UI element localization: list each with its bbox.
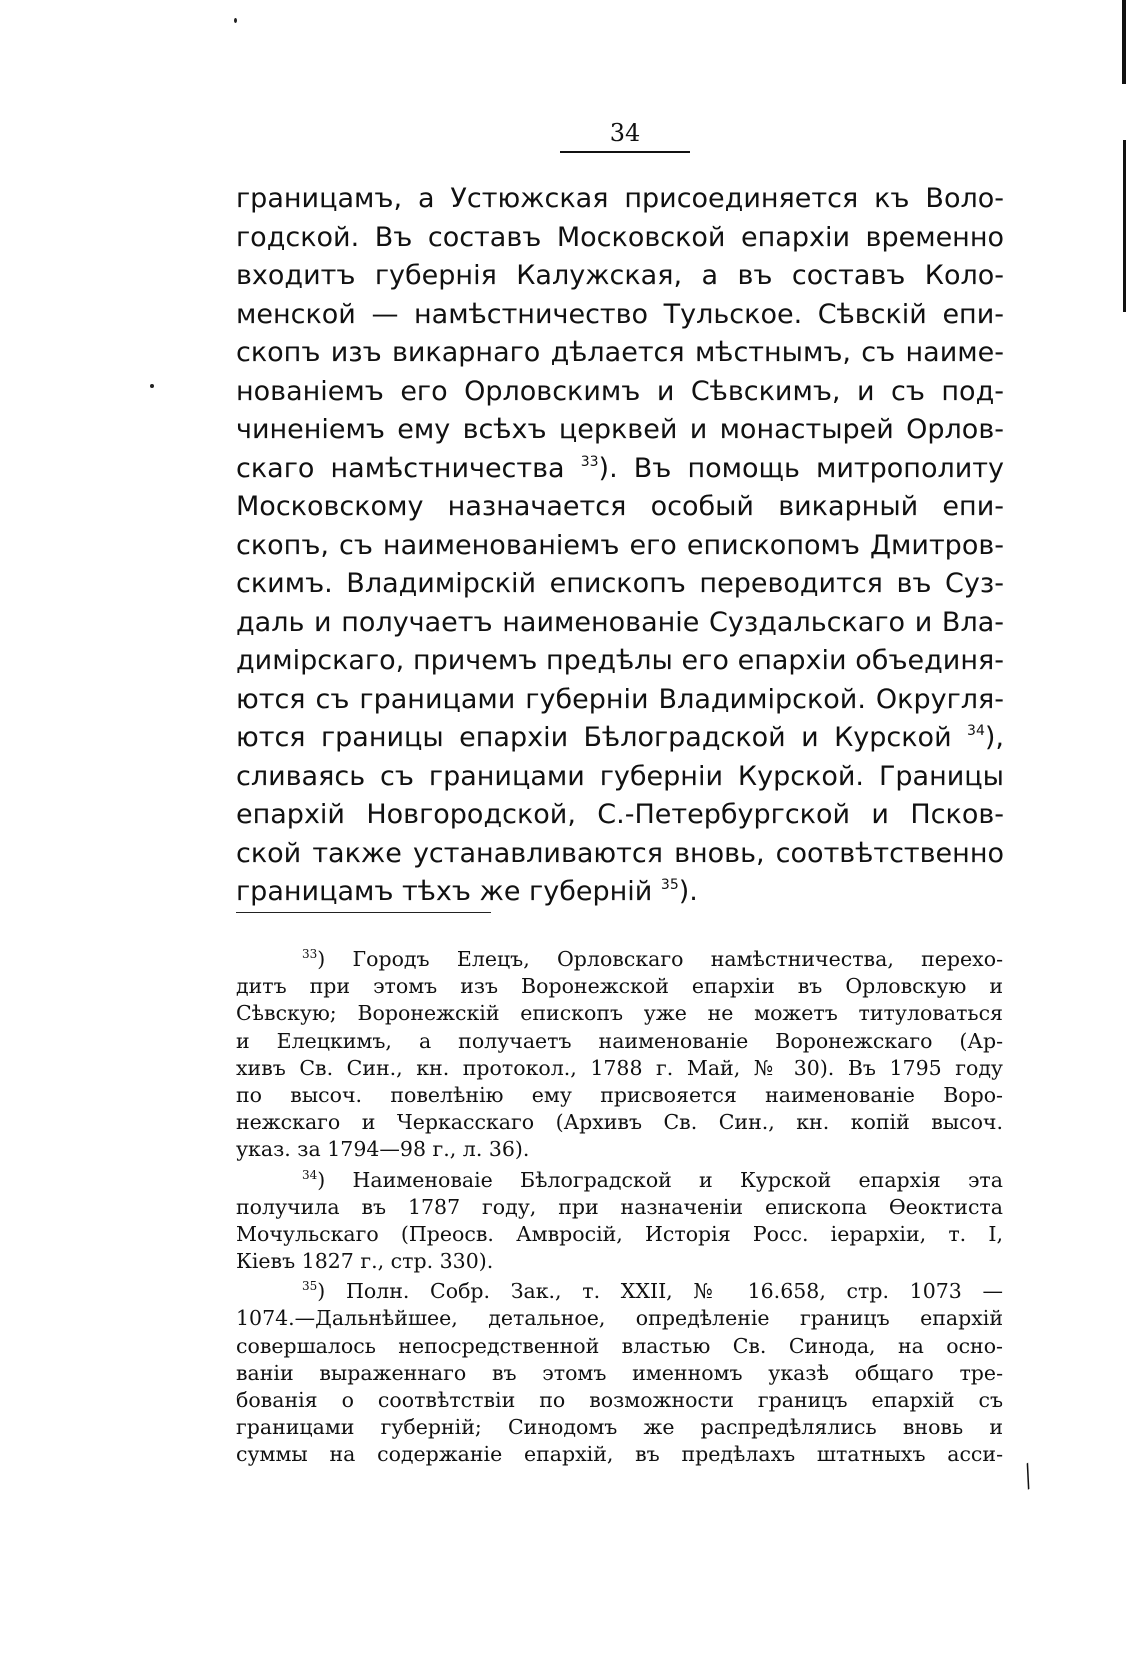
text-line: ются съ границами губерніи Владимірской. Округля- — [236, 683, 1004, 715]
footnote-line: получила въ 1787 году, при назначеніи епископа Өеоктиста — [236, 1194, 1003, 1219]
text-line: даль и получаетъ наименованіе Суздальскаго и Вла- — [236, 606, 1004, 638]
footnote-35 — [236, 1278, 1003, 1468]
footnote-line: по высоч. повелѣнію ему присвояется наименованіе Воро- — [236, 1082, 1003, 1107]
footnote-text: ) Городъ Елецъ, Орловскаго намѣстничества, перехо- — [317, 947, 1003, 971]
text-line: скопъ, съ наименованіемъ его епископомъ Дмитров- — [236, 529, 1004, 561]
text-fragment: ются границы епархіи Бѣлоградской и Курской — [236, 722, 952, 753]
footnote-line: бованія о соотвѣтствіи по возможности границъ епархій съ — [236, 1388, 1003, 1412]
text-line: епархій Новгородской, С.-Петербургской и Псков- — [236, 799, 1004, 830]
text-line: скопъ изъ викарнаго дѣлается мѣстнымъ, съ наиме- — [236, 337, 1004, 368]
text-fragment: ). Въ помощь митрополиту — [598, 452, 1004, 484]
footnote-line: ваніи выраженнаго въ этомъ именномъ указѣ общаго тре- — [236, 1360, 1003, 1385]
scan-speck — [150, 384, 154, 388]
text-line: нованіемъ его Орловскимъ и Сѣвскимъ, и съ под- — [236, 375, 1004, 407]
footnote-line — [236, 1167, 1003, 1194]
text-line: годской. Въ составъ Московской епархіи временно — [236, 221, 1004, 253]
text-line: менской — намѣстничество Тульское. Сѣвскій епи- — [236, 298, 1004, 330]
footnote-line: 1074.—Дальнѣйшее, детальное, опредѣленіе границъ епархій — [236, 1306, 1003, 1331]
text-line-with-ref — [236, 719, 1004, 758]
text-line: скимъ. Владимірскій епископъ переводится въ Суз- — [236, 568, 1004, 599]
text-line: чиненіемъ ему всѣхъ церквей и монастырей Орлов- — [236, 414, 1004, 445]
text-line: границамъ, а Устюжская присоединяется къ Воло- — [236, 183, 1004, 214]
footnote-text: ) Наименоваіе Бѣлоградской и Курской епархія эта — [317, 1167, 1003, 1192]
text-fragment: границамъ тѣхъ же губерній — [236, 876, 653, 907]
text-line-with-ref — [236, 450, 1004, 489]
footnote-line: границами губерній; Синодомъ же распредѣлялись вновь и — [236, 1415, 1003, 1440]
footnote-line — [236, 946, 1003, 973]
footnote-line — [236, 1278, 1003, 1305]
text-line: входитъ губернія Калужская, а въ составъ Коло- — [236, 260, 1004, 291]
text-fragment: ), — [984, 722, 1004, 753]
footnote-line: указ. за 1794—98 г., л. 36). — [236, 1137, 530, 1162]
scan-stroke-mark: ╱ — [1016, 1462, 1040, 1490]
footnote-line: дитъ при этомъ изъ Воронежской епархіи въ Орловскую и — [236, 974, 1003, 999]
footnote-ref-34[interactable]: 34 — [967, 723, 985, 739]
footnote-line: и Елецкимъ, а получаетъ наименованіе Воронежскаго (Ар- — [236, 1028, 1003, 1053]
footnote-line: Кіевъ 1827 г., стр. 330). — [236, 1249, 494, 1274]
footnote-text: ) Полн. Собр. Зак., т. XXII, № 16.658, стр. 1073 — — [317, 1279, 1003, 1304]
footnote-line: совершалось непосредственной властью Св. Синода, на осно- — [236, 1333, 1003, 1358]
text-fragment: ). — [678, 876, 698, 907]
footnote-separator — [236, 912, 491, 913]
page-number: 34 — [609, 119, 641, 147]
page-number-rule — [560, 151, 690, 153]
text-fragment: скаго намѣстничества — [236, 452, 565, 484]
footnote-34 — [236, 1167, 1003, 1276]
footnote-mark: 34 — [302, 1167, 318, 1182]
footnote-line: Мочульскаго (Преосв. Амвросій, Исторія Росс. іерархіи, т. I, — [236, 1221, 1003, 1246]
main-text-block — [236, 180, 1004, 912]
text-line: димірскаго, причемъ предѣлы его епархіи объединя- — [236, 645, 1004, 676]
text-line: Московскому назначается особый викарный епи- — [236, 491, 1004, 522]
footnote-line: суммы на содержаніе епархій, въ предѣлахъ штатныхъ асси- — [236, 1442, 1003, 1467]
scan-edge-mark — [1123, 140, 1126, 312]
footnote-line: нежскаго и Черкасскаго (Архивъ Св. Син., кн. копій высоч. — [236, 1110, 1003, 1135]
footnote-ref-35[interactable]: 35 — [660, 877, 679, 893]
footnote-33 — [236, 946, 1003, 1164]
footnote-mark: 33 — [302, 947, 318, 961]
footnote-mark: 35 — [302, 1279, 318, 1294]
text-line: сливаясь съ границами губерніи Курской. Границы — [236, 760, 1004, 792]
scan-edge-mark — [1122, 0, 1126, 84]
footnote-ref-33[interactable]: 33 — [580, 453, 599, 470]
footnotes-block — [236, 946, 1003, 1469]
footnote-line: Сѣвскую; Воронежскій епископъ уже не можетъ титуловаться — [236, 1001, 1003, 1026]
scan-speck — [234, 18, 237, 23]
text-line: ской также устанавливаются вновь, соотвѣтственно — [236, 837, 1004, 869]
text-line-with-ref — [236, 873, 1004, 912]
footnote-line: хивъ Св. Син., кн. протокол., 1788 г. Май, № 30). Въ 1795 году — [236, 1055, 1003, 1080]
